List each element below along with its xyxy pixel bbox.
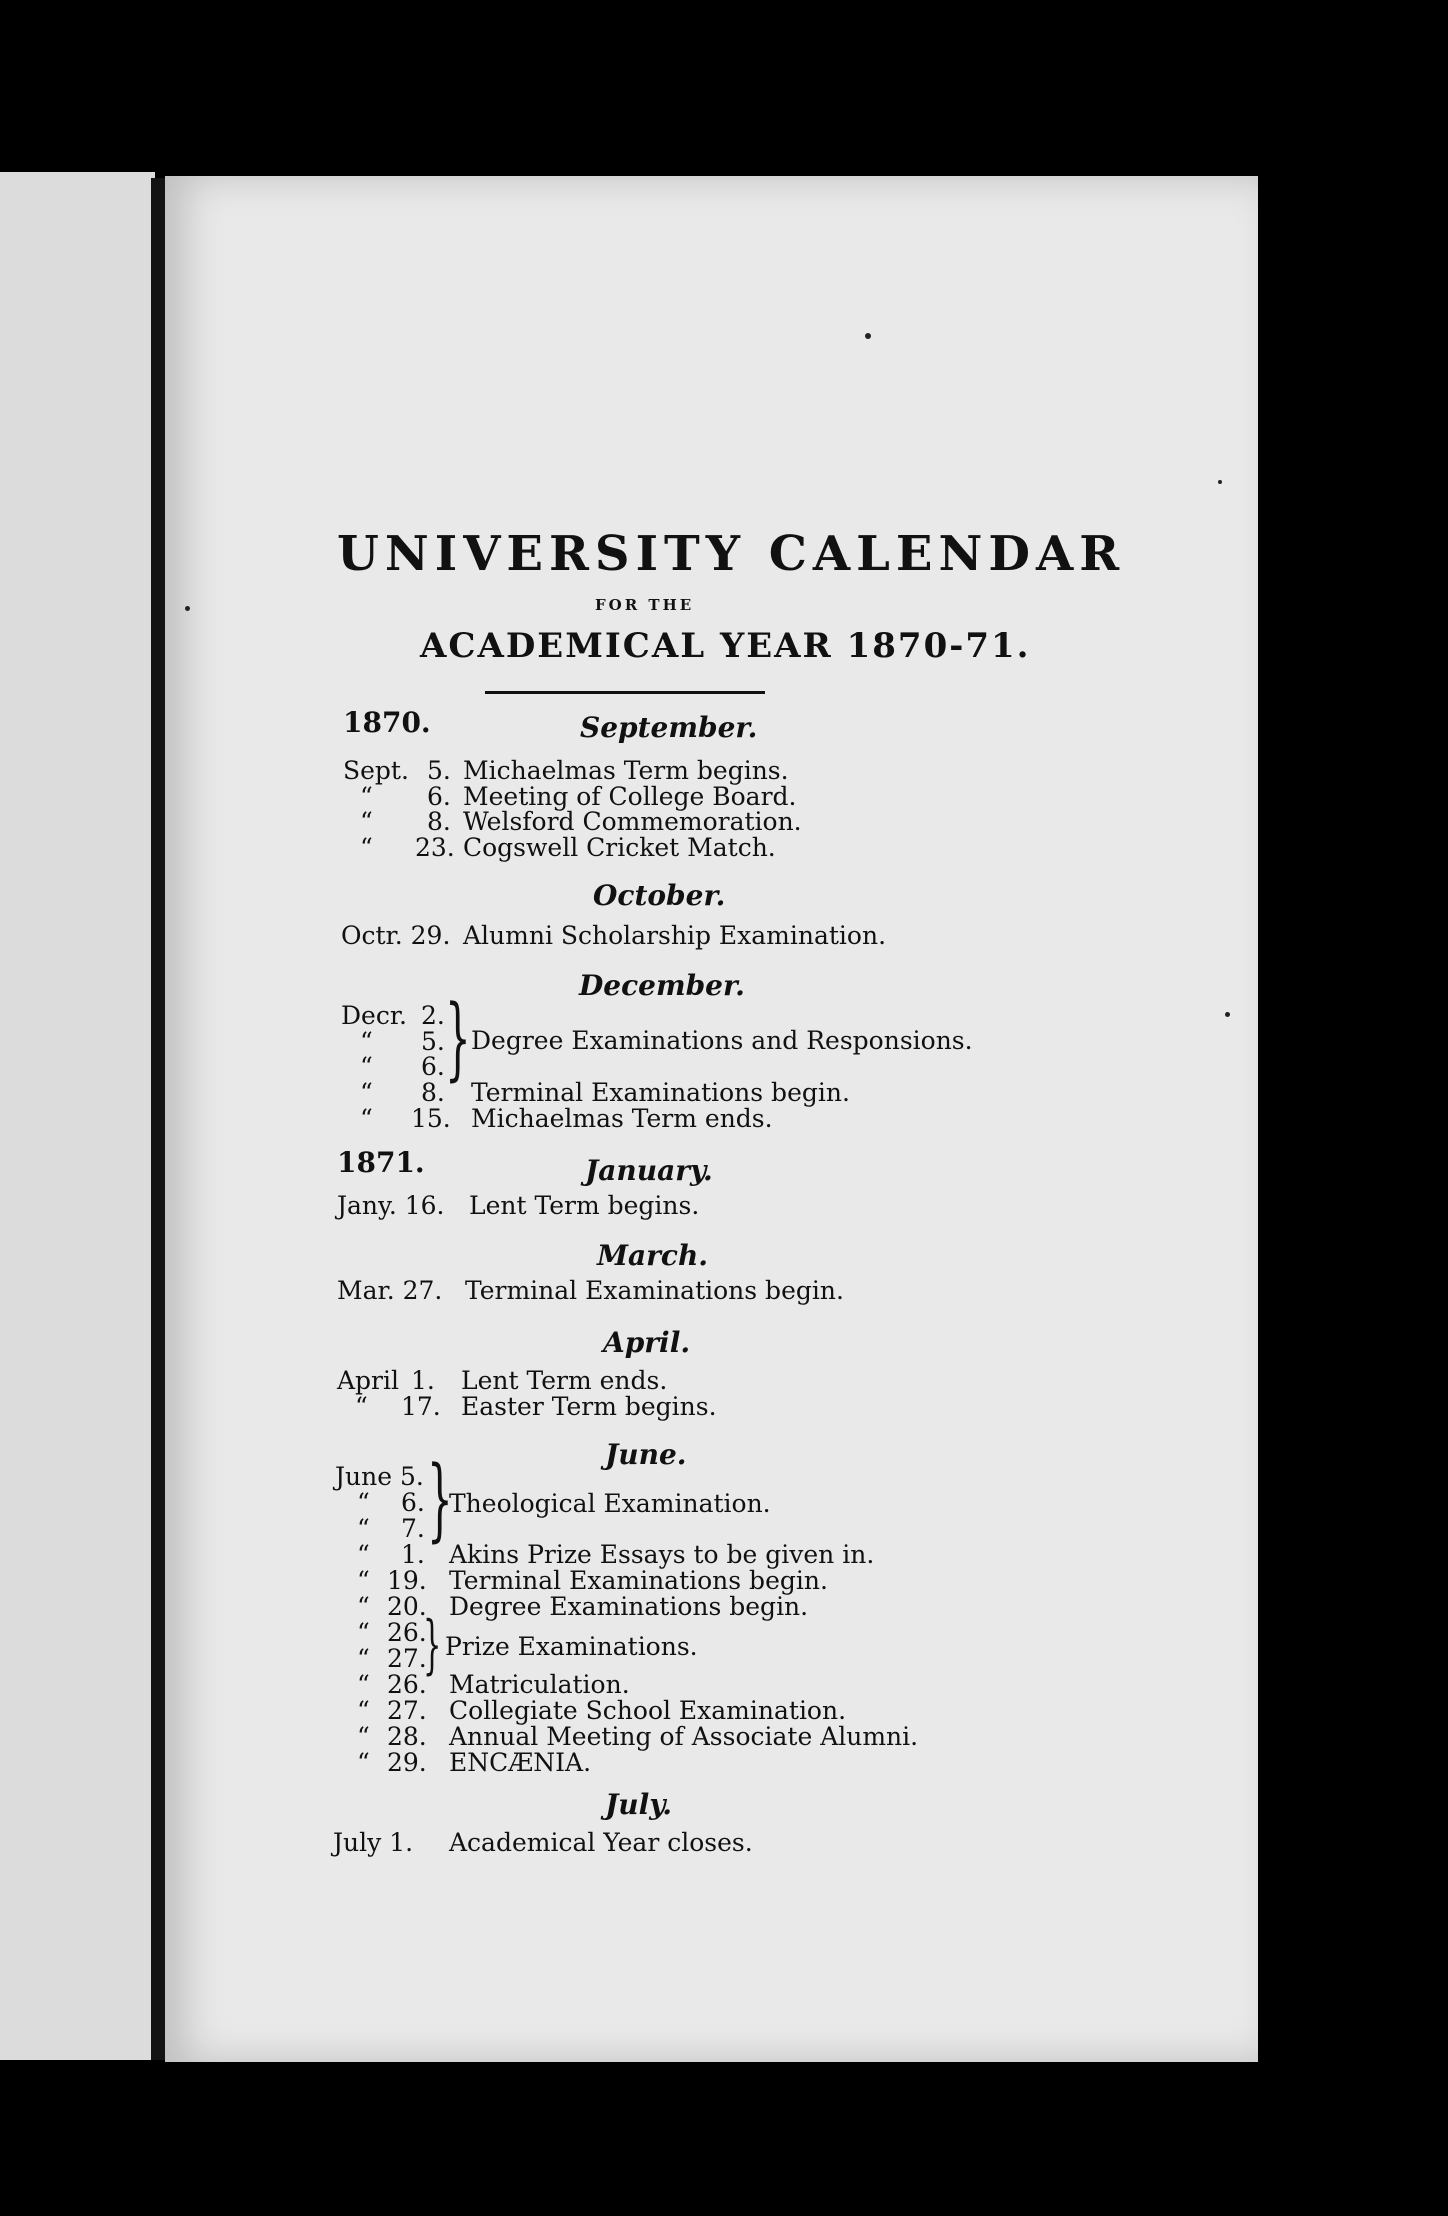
- ink-speck: [865, 333, 871, 339]
- ditto-mark: “: [360, 1052, 373, 1081]
- date-number: 6.: [401, 1488, 425, 1517]
- ditto-mark: “: [357, 1566, 370, 1595]
- date-number: 19.: [387, 1566, 427, 1595]
- year-1870: 1870.: [343, 706, 431, 739]
- subtitle: ACADEMICAL YEAR 1870-71.: [420, 626, 1031, 666]
- event-text: Terminal Examinations begin.: [449, 1566, 828, 1595]
- date-number: 2.: [421, 1001, 445, 1030]
- event-text: Michaelmas Term begins.: [463, 756, 789, 785]
- ink-speck: [1225, 1012, 1230, 1017]
- date-number: 1.: [411, 1366, 435, 1395]
- calendar-page: [165, 176, 1258, 2062]
- event-text: Meeting of College Board.: [463, 782, 797, 811]
- month-january: January.: [585, 1154, 713, 1187]
- ditto-mark: “: [357, 1592, 370, 1621]
- date-day: Sept.: [343, 756, 409, 785]
- facing-page-edge: [0, 172, 155, 2060]
- date-day: Mar. 27.: [337, 1276, 443, 1305]
- ditto-mark: “: [357, 1722, 370, 1751]
- ditto-mark: “: [357, 1514, 370, 1543]
- ditto-mark: “: [357, 1644, 370, 1673]
- ditto-mark: “: [360, 1104, 373, 1133]
- event-text: Prize Examinations.: [445, 1632, 698, 1661]
- event-text: Academical Year closes.: [449, 1828, 753, 1857]
- ditto-mark: “: [357, 1748, 370, 1777]
- ditto-mark: “: [357, 1488, 370, 1517]
- date-day: Decr.: [341, 1001, 407, 1030]
- ditto-mark: “: [360, 1078, 373, 1107]
- event-text: Degree Examinations and Responsions.: [471, 1026, 973, 1055]
- event-text: Cogswell Cricket Match.: [463, 833, 776, 862]
- month-june: June.: [605, 1438, 687, 1471]
- date-day: July 1.: [333, 1828, 414, 1857]
- event-text: Terminal Examinations begin.: [465, 1276, 844, 1305]
- event-text: Akins Prize Essays to be given in.: [449, 1540, 875, 1569]
- date-number: 6.: [421, 1052, 445, 1081]
- month-april: April.: [603, 1326, 691, 1359]
- date-number: 26.: [387, 1670, 427, 1699]
- ditto-mark: “: [360, 1027, 373, 1056]
- ink-speck: [1218, 480, 1222, 484]
- date-number: 5.: [427, 756, 451, 785]
- event-text: Collegiate School Examination.: [449, 1696, 847, 1725]
- ditto-mark: “: [357, 1540, 370, 1569]
- date-number: 8.: [427, 807, 451, 836]
- date-number: 6.: [427, 782, 451, 811]
- year-1871: 1871.: [337, 1146, 425, 1179]
- date-number: 7.: [401, 1514, 425, 1543]
- title-rule: [485, 691, 765, 694]
- date-number: 26.: [387, 1618, 427, 1647]
- date-number: 29.: [387, 1748, 427, 1777]
- month-march: March.: [597, 1239, 709, 1272]
- event-text: Michaelmas Term ends.: [471, 1104, 773, 1133]
- ink-speck: [185, 606, 190, 611]
- event-text: Annual Meeting of Associate Alumni.: [449, 1722, 919, 1751]
- ditto-mark: “: [355, 1392, 368, 1421]
- event-text: Welsford Commemoration.: [463, 807, 802, 836]
- ditto-mark: “: [357, 1670, 370, 1699]
- date-number: 5.: [421, 1027, 445, 1056]
- event-text: Terminal Examinations begin.: [471, 1078, 850, 1107]
- event-text: Alumni Scholarship Examination.: [463, 921, 887, 950]
- event-text: Degree Examinations begin.: [449, 1592, 809, 1621]
- date-day: Jany. 16.: [337, 1191, 445, 1220]
- event-text: Matriculation.: [449, 1670, 630, 1699]
- date-day: April: [337, 1366, 399, 1395]
- brace-icon: }: [427, 1447, 453, 1552]
- date-number: 15.: [411, 1104, 451, 1133]
- for-the-label: FOR THE: [595, 596, 695, 614]
- date-number: 27.: [387, 1644, 427, 1673]
- date-number: 1.: [401, 1540, 425, 1569]
- ditto-mark: “: [360, 807, 373, 836]
- event-text: ENCÆNIA.: [449, 1748, 592, 1777]
- ditto-mark: “: [357, 1618, 370, 1647]
- brace-icon: }: [423, 1608, 442, 1682]
- brace-icon: }: [445, 986, 471, 1091]
- date-number: 8.: [421, 1078, 445, 1107]
- event-text: Lent Term ends.: [461, 1366, 668, 1395]
- month-december: December.: [579, 969, 745, 1002]
- month-september: September.: [580, 711, 758, 744]
- event-text: Theological Examination.: [449, 1489, 771, 1518]
- event-text: Lent Term begins.: [469, 1191, 700, 1220]
- month-october: October.: [593, 879, 726, 912]
- date-number: 28.: [387, 1722, 427, 1751]
- month-july: July.: [605, 1788, 673, 1821]
- event-text: Easter Term begins.: [461, 1392, 717, 1421]
- date-number: 17.: [401, 1392, 441, 1421]
- ditto-mark: “: [357, 1696, 370, 1725]
- date-day: Octr. 29.: [341, 921, 451, 950]
- page-title: UNIVERSITY CALENDAR: [337, 526, 1126, 582]
- date-number: 27.: [387, 1696, 427, 1725]
- date-day: June 5.: [335, 1462, 424, 1491]
- date-number: 23.: [415, 833, 455, 862]
- ditto-mark: “: [360, 833, 373, 862]
- ditto-mark: “: [360, 782, 373, 811]
- date-number: 20.: [387, 1592, 427, 1621]
